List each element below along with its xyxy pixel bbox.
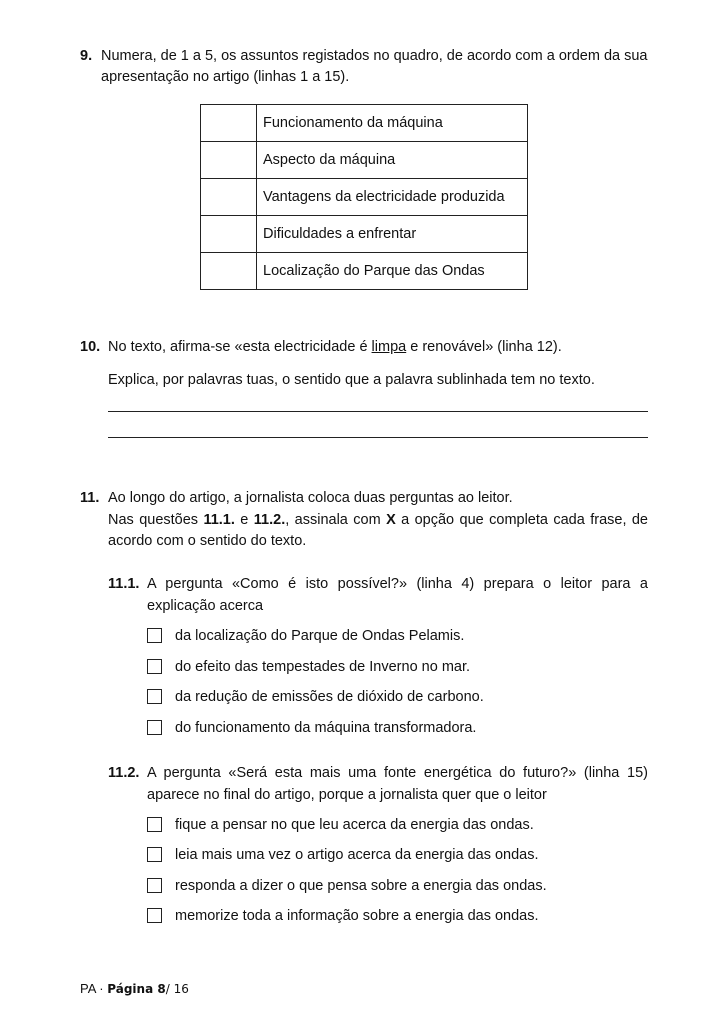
option-checkbox[interactable] — [147, 878, 162, 893]
question-9-number: 9. — [80, 48, 93, 64]
ordering-row-label: Localização do Parque das Ondas — [257, 253, 528, 290]
option-label: da localização do Parque de Ondas Pelamis. — [175, 628, 465, 644]
question-10-text — [108, 337, 562, 357]
ordering-row — [201, 142, 528, 179]
option-label: do efeito das tempestades de Inverno no mar. — [175, 659, 471, 675]
footer-page-label: Página 8 — [107, 982, 166, 996]
question-10-text-after: e renovável» (linha 12). — [406, 339, 562, 355]
ordering-row — [201, 216, 528, 253]
order-number-box[interactable] — [201, 216, 257, 253]
option-checkbox[interactable] — [147, 659, 162, 674]
option-checkbox[interactable] — [147, 817, 162, 832]
order-number-box[interactable] — [201, 179, 257, 216]
question-11-2-number: 11.2. — [108, 765, 140, 781]
question-10-text-before: No texto, afirma-se «esta electricidade é — [108, 339, 372, 355]
order-number-box[interactable] — [201, 105, 257, 142]
order-number-box[interactable] — [201, 142, 257, 179]
ordering-table — [200, 104, 528, 290]
question-9-text-line1: Numera, de 1 a 5, os assuntos registados no quadro, de acordo com a ordem da sua — [101, 48, 648, 64]
option-checkbox[interactable] — [147, 628, 162, 643]
footer-separator: · — [99, 981, 104, 996]
option-checkbox[interactable] — [147, 689, 162, 704]
option-label: fique a pensar no que leu acerca da energia das ondas. — [175, 817, 534, 833]
instr-part: a opção que completa cada frase, de — [395, 512, 649, 528]
ordering-row — [201, 179, 528, 216]
option-label: memorize toda a informação sobre a energia das ondas. — [175, 908, 539, 924]
question-11-intro: Ao longo do artigo, a jornalista coloca duas perguntas ao leitor. — [108, 490, 513, 506]
instr-part: e — [234, 512, 254, 528]
ordering-row-label: Aspecto da máquina — [257, 142, 528, 179]
question-11-2-line1: A pergunta «Será esta mais uma fonte energética do futuro?» (linha 15) — [147, 765, 648, 781]
ordering-row-label: Dificuldades a enfrentar — [257, 216, 528, 253]
option-label: da redução de emissões de dióxido de carbono. — [175, 689, 484, 705]
option-label: do funcionamento da máquina transformadora. — [175, 720, 477, 736]
option-label: leia mais uma vez o artigo acerca da energia das ondas. — [175, 847, 539, 863]
question-11-instruction-line3: acordo com o sentido do texto. — [108, 533, 307, 549]
answer-line[interactable] — [108, 411, 648, 412]
option-label: responda a dizer o que pensa sobre a energia das ondas. — [175, 878, 547, 894]
instr-ref-11-2: 11.2. — [253, 512, 286, 528]
question-10-instruction: Explica, por palavras tuas, o sentido que a palavra sublinhada tem no texto. — [108, 372, 595, 388]
question-11-number: 11. — [80, 490, 100, 506]
question-10-number: 10. — [80, 339, 101, 355]
instr-part: , assinala com — [285, 512, 387, 528]
ordering-row — [201, 253, 528, 290]
option-checkbox[interactable] — [147, 908, 162, 923]
question-11-1-line1: A pergunta «Como é isto possível?» (linha 4) prepara o leitor para a — [147, 576, 648, 592]
order-number-box[interactable] — [201, 253, 257, 290]
footer-code: PA — [80, 981, 96, 996]
question-9-text-line2: apresentação no artigo (linhas 1 a 15). — [101, 69, 350, 85]
answer-line[interactable] — [108, 437, 648, 438]
ordering-row-label: Funcionamento da máquina — [257, 105, 528, 142]
instr-part: Nas questões — [108, 512, 204, 528]
option-checkbox[interactable] — [147, 720, 162, 735]
question-11-instruction — [108, 510, 648, 530]
footer-total: / 16 — [165, 982, 189, 996]
underlined-word: limpa — [371, 339, 407, 355]
ordering-row — [201, 105, 528, 142]
page-footer — [80, 981, 189, 996]
question-11-1-line2: explicação acerca — [147, 598, 264, 614]
ordering-row-label: Vantagens da electricidade produzida — [257, 179, 528, 216]
instr-ref-11-1: 11.1. — [203, 512, 235, 528]
instr-mark-x: X — [386, 512, 396, 528]
question-11-1-number: 11.1. — [108, 576, 140, 592]
question-11-2-line2: aparece no final do artigo, porque a jornalista quer que o leitor — [147, 787, 547, 803]
option-checkbox[interactable] — [147, 847, 162, 862]
